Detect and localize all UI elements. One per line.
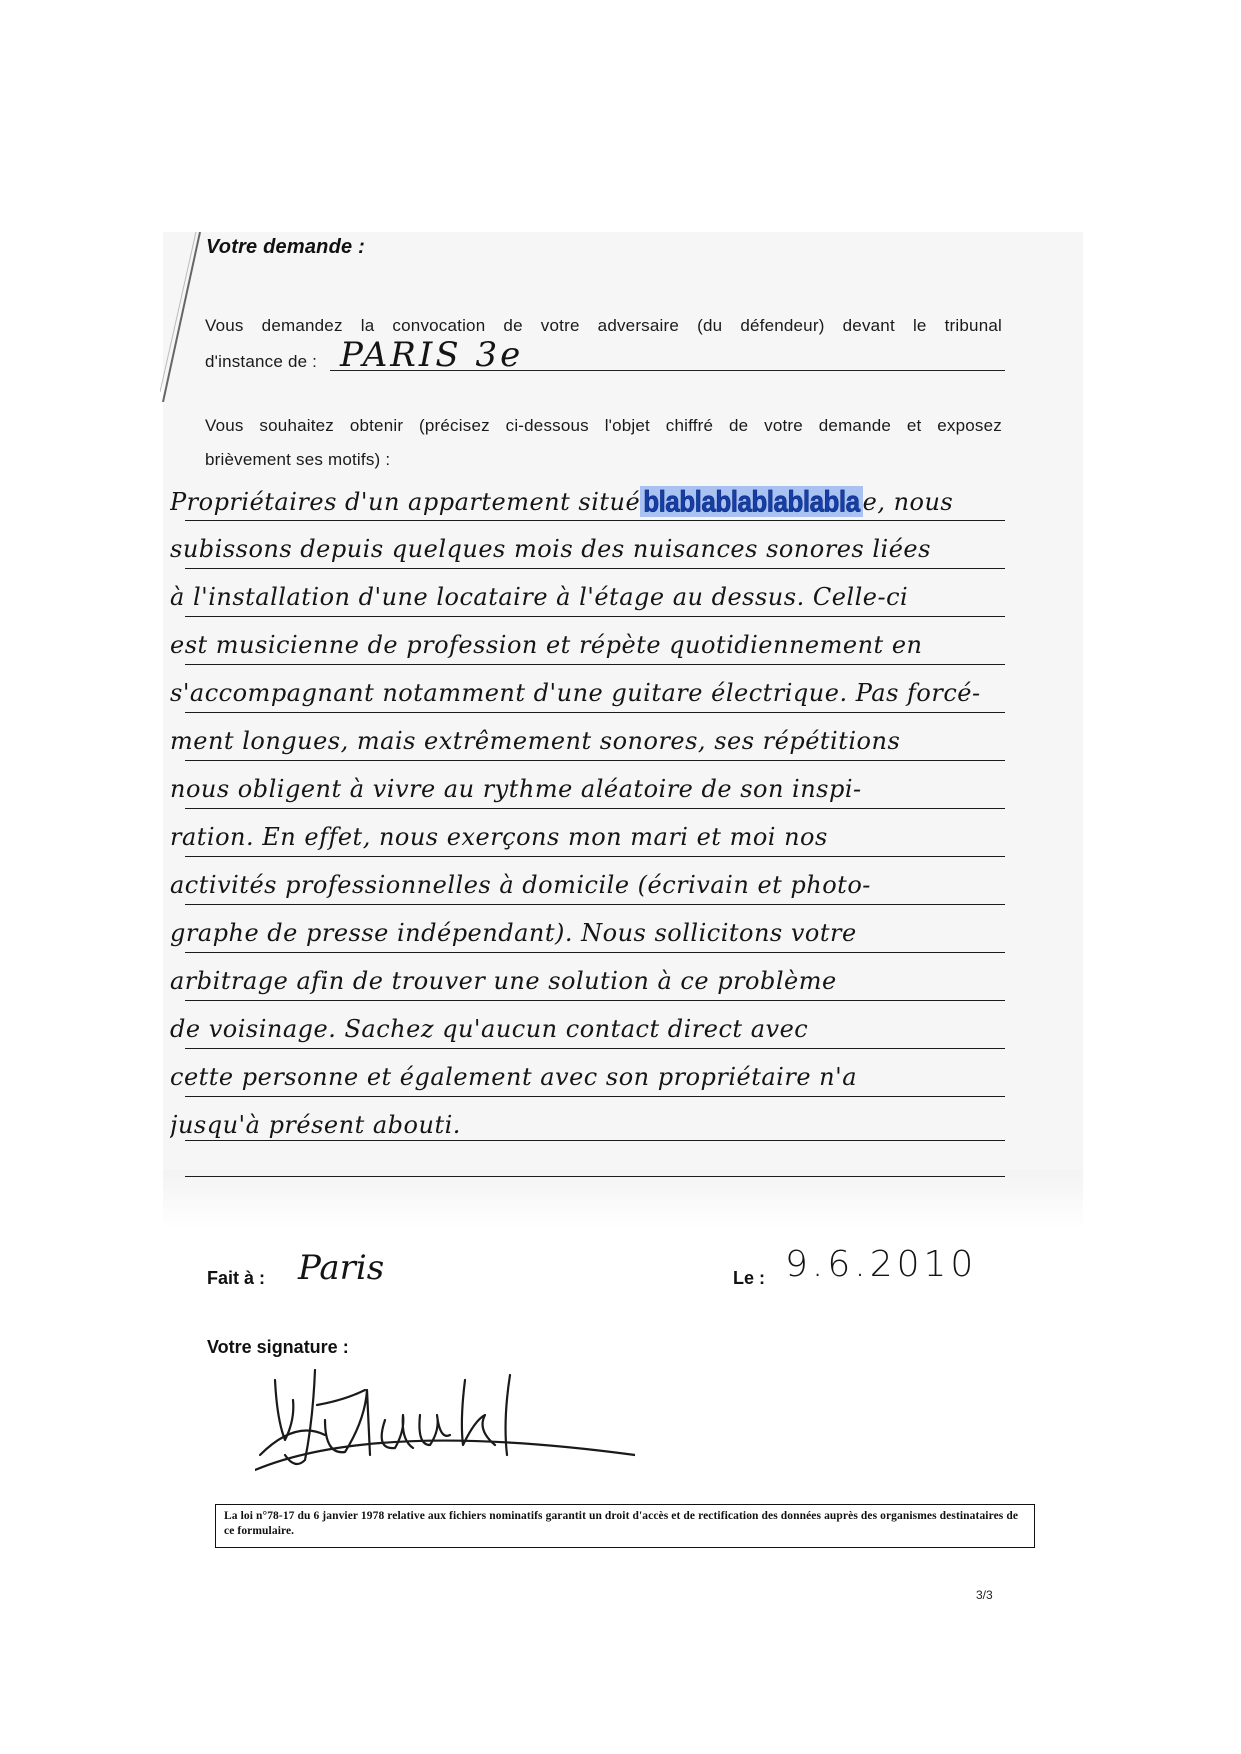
letter-line: graphe de presse indépendant). Nous sollicitons votre — [170, 919, 857, 947]
letter-line: nous obligent à vivre au rythme aléatoire de son inspi- — [170, 775, 862, 803]
legal-notice-box: La loi n°78-17 du 6 janvier 1978 relative aux fichiers nominatifs garantit un droit d'accès et de rectification des données auprès des organismes destinataires de ce formulaire. — [215, 1504, 1035, 1548]
letter-line-1-end: e, nous — [862, 488, 954, 516]
ruled-line — [185, 856, 1005, 857]
ruled-line — [185, 712, 1005, 713]
section-heading: Votre demande : — [206, 236, 365, 258]
letter-line: à l'installation d'une locataire à l'étage au dessus. Celle-ci — [170, 583, 909, 611]
letter-line: arbitrage afin de trouver une solution à ce problème — [170, 967, 837, 995]
letter-line: jusqu'à présent abouti. — [170, 1111, 461, 1139]
letter-line: s'accompagnant notamment d'une guitare électrique. Pas forcé- — [170, 679, 981, 707]
fait-value: Paris — [298, 1248, 385, 1288]
ruled-line — [185, 1140, 1005, 1141]
ruled-line — [185, 760, 1005, 761]
obtain-text: Vous souhaitez obtenir (précisez ci-dessous l'objet chiffré de votre demande et exposez — [205, 416, 1002, 435]
redacted-address: blablablablablabla — [640, 486, 862, 517]
signature-label: Votre signature : — [207, 1337, 349, 1357]
fait-label: Fait à : — [207, 1268, 266, 1288]
scan-edge-shadow — [163, 1170, 1083, 1230]
handwritten-signature — [255, 1360, 635, 1480]
ruled-line — [185, 808, 1005, 809]
ruled-line — [185, 1048, 1005, 1049]
ruled-line — [185, 952, 1005, 953]
ruled-line — [185, 1096, 1005, 1097]
letter-line: subissons depuis quelques mois des nuisances sonores liées — [170, 535, 931, 563]
letter-line: cette personne et également avec son propriétaire n'a — [170, 1063, 858, 1091]
ruled-line — [185, 664, 1005, 665]
obtain-text-cont: brièvement ses motifs) : — [205, 450, 391, 469]
ruled-line — [185, 1000, 1005, 1001]
page-number: 3/3 — [976, 1588, 993, 1602]
letter-line: ration. En effet, nous exerçons mon mari et moi nos — [170, 823, 828, 851]
letter-line: est musicienne de profession et répète quotidiennement en — [170, 631, 923, 659]
letter-line: activités professionnelles à domicile (écrivain et photo- — [170, 871, 871, 899]
ruled-line-empty — [185, 1176, 1005, 1177]
ruled-line — [185, 616, 1005, 617]
ruled-line — [185, 568, 1005, 569]
ruled-line — [185, 520, 1005, 521]
instance-label: d'instance de : — [205, 352, 318, 371]
letter-line-1-start: Propriétaires d'un appartement situé — [170, 488, 641, 516]
date-label: Le : — [733, 1268, 766, 1288]
ruled-line — [185, 904, 1005, 905]
instance-value: PARIS 3e — [340, 335, 524, 375]
convocation-text: Vous demandez la convocation de votre adversaire (du défendeur) devant le tribunal — [205, 316, 1002, 335]
date-value: 9.6.2010 — [785, 1244, 978, 1285]
letter-line-1 — [170, 486, 1075, 517]
letter-line: de voisinage. Sachez qu'aucun contact direct avec — [170, 1015, 809, 1043]
letter-line: ment longues, mais extrêmement sonores, ses répétitions — [170, 727, 901, 755]
